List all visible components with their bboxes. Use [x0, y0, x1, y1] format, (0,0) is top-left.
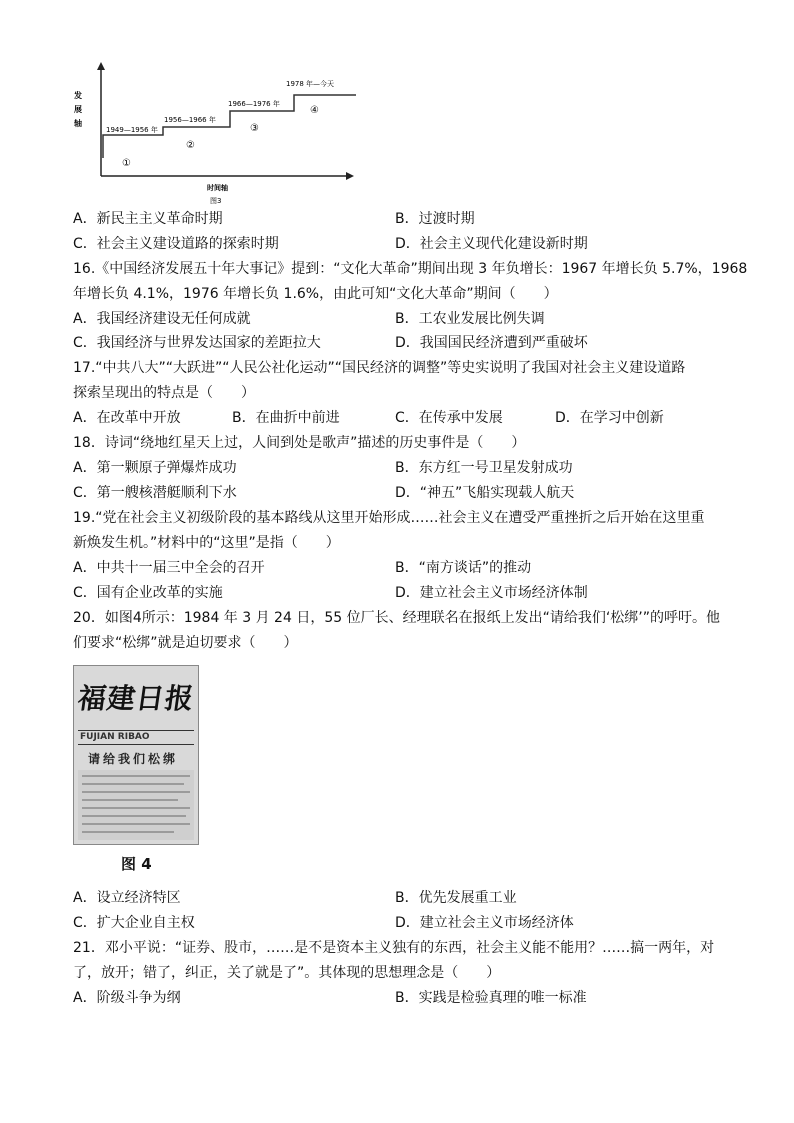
period-label-1: 1949—1956 年 — [106, 126, 158, 134]
q17-option-b[interactable]: B．在曲折中前进 — [232, 410, 340, 426]
q17-option-a[interactable]: A．在改革中开放 — [73, 410, 181, 426]
q15-option-a[interactable]: A．新民主主义革命时期 — [73, 211, 223, 227]
period-label-2: 1956—1966 年 — [164, 116, 216, 124]
q15-option-d[interactable]: D．社会主义现代化建设新时期 — [395, 236, 588, 252]
q17-stem-line-2: 探索呈现出的特点是（ ） — [73, 385, 255, 401]
q18-stem: 18．诗词“绕地红星天上过，人间到处是歌声”描述的历史事件是（ ） — [73, 435, 526, 451]
newspaper-body-texture — [74, 766, 198, 844]
q21-option-a[interactable]: A．阶级斗争为纲 — [73, 990, 181, 1006]
period-marker-2: ② — [186, 140, 195, 151]
figure-4-caption: 图 4 — [121, 855, 152, 873]
q20-option-a[interactable]: A．设立经济特区 — [73, 890, 181, 906]
q19-stem-line-2: 新焕发生机。”材料中的“这里”是指（ ） — [73, 535, 340, 551]
period-label-3: 1966—1976 年 — [228, 100, 280, 108]
q18-option-c[interactable]: C．第一艘核潜艇顺利下水 — [73, 485, 237, 501]
q19-option-a[interactable]: A．中共十一届三中全会的召开 — [73, 560, 265, 576]
masthead-rule — [78, 730, 194, 731]
q18-option-d[interactable]: D．“神五”飞船实现载人航天 — [395, 485, 575, 501]
q18-option-a[interactable]: A．第一颗原子弹爆炸成功 — [73, 460, 237, 476]
q16-option-a[interactable]: A．我国经济建设无任何成就 — [73, 311, 251, 327]
q19-option-b[interactable]: B．“南方谈话”的推动 — [395, 560, 532, 576]
subtitle-rule — [78, 744, 194, 745]
q16-stem-line-2: 年增长负 4.1%，1976 年增长负 1.6%，由此可知“文化大革命”期间（ ） — [73, 286, 558, 302]
q16-option-c[interactable]: C．我国经济与世界发达国家的差距拉大 — [73, 335, 321, 351]
q21-stem-line-2: 了，放开；错了，纠正，关了就是了”。其体现的思想理念是（ ） — [73, 965, 501, 981]
q21-option-b[interactable]: B．实践是检验真理的唯一标准 — [395, 990, 587, 1006]
q15-option-b[interactable]: B．过渡时期 — [395, 211, 475, 227]
period-marker-4: ④ — [310, 105, 319, 116]
period-marker-3: ③ — [250, 123, 259, 134]
q17-stem-line-1: 17.“中共八大”“大跃进”“人民公社化运动”“国民经济的调整”等史实说明了我国对社会主义建设道路 — [73, 360, 686, 376]
y-axis-label-3: 轴 — [74, 119, 82, 128]
newspaper-masthead: 福建日报 — [75, 682, 197, 715]
newspaper-image — [73, 665, 199, 845]
q19-stem-line-1: 19.“党在社会主义初级阶段的基本路线从这里开始形成……社会主义在遭受严重挫折之后开始在这里重 — [73, 510, 705, 526]
figure-3-caption: 图3 — [210, 197, 222, 205]
period-label-4: 1978 年—今天 — [286, 80, 335, 88]
q20-stem-line-2: 们要求“松绑”就是迫切要求（ ） — [73, 635, 298, 651]
q16-option-b[interactable]: B．工农业发展比例失调 — [395, 311, 545, 327]
q17-option-c[interactable]: C．在传承中发展 — [395, 410, 503, 426]
newspaper-subtitle: FUJIAN RIBAO — [80, 732, 150, 742]
figure-4-newspaper — [73, 665, 199, 875]
q20-stem-line-1: 20．如图4所示：1984 年 3 月 24 日，55 位厂长、经理联名在报纸上发出“请给我们‘松绑’”的呼吁。他 — [73, 610, 720, 626]
q20-option-b[interactable]: B．优先发展重工业 — [395, 890, 517, 906]
y-axis-label-1: 发 — [74, 91, 82, 100]
q20-option-c[interactable]: C．扩大企业自主权 — [73, 915, 195, 931]
q21-stem-line-1: 21．邓小平说：“证券、股市，……是不是资本主义独有的东西，社会主义能不能用？……搞一两年，对 — [73, 940, 715, 956]
q19-option-d[interactable]: D．建立社会主义市场经济体制 — [395, 585, 588, 601]
q16-option-d[interactable]: D．我国国民经济遭到严重破坏 — [395, 335, 588, 351]
x-axis-label: 时间轴 — [207, 184, 228, 192]
q15-option-c[interactable]: C．社会主义建设道路的探索时期 — [73, 236, 279, 252]
period-marker-1: ① — [122, 158, 131, 169]
q19-option-c[interactable]: C．国有企业改革的实施 — [73, 585, 223, 601]
q17-option-d[interactable]: D．在学习中创新 — [555, 410, 664, 426]
y-axis-label-2: 展 — [74, 105, 82, 114]
q16-stem-line-1: 16.《中国经济发展五十年大事记》提到：“文化大革命”期间出现 3 年负增长：1967 年增长负 5.7%，1968 — [73, 261, 748, 277]
newspaper-headline: 请给我们松绑 — [88, 752, 179, 766]
figure-3-staircase-diagram — [70, 60, 370, 208]
q18-option-b[interactable]: B．东方红一号卫星发射成功 — [395, 460, 573, 476]
q20-option-d[interactable]: D．建立社会主义市场经济体 — [395, 915, 574, 931]
